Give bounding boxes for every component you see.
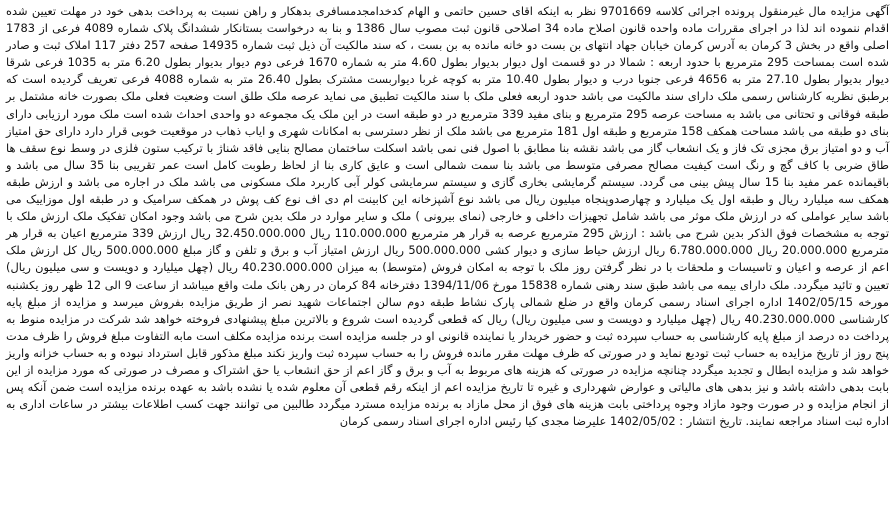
auction-notice-text: آگهی مزایده مال غیرمنقول پرونده اجرائی کلاسه 9701669 نظر به اینکه اقای حسین حاتمی و الهام کدخدامجدمسافری بدهکار و راهن نسبت به پرداخت بدهی خود در مهلت تعیین شده اقدام ننموده اند لذا در اجرای مقررات ماده واحده قانون اصلاح ماده 34 اصلاحی قانون ثبت مصوب سال 1386 و بنا به درخواست بستانکار ششدانگ پلاک شماره 4089 فرعی از 1783 اصلی واقع در بخش 3 کرمان به آدرس کرمان خیابان جهاد انتهای بن بست دو خانه مانده به بن بست ، که سند مالکیت آن ذیل ثبت شماره 14935 صفحه 257 دفتر 117 املاک ثبت و صادر شده است بمساحت 295 مترمربع با حدود اربعه : شمالا در دو قسمت اول دیوار بدیوار بطول 4.60 متر به شماره 1670 فرعی دوم دیوار بدیوار بطول 6.20 متر به 1035 فرعی شرقا دیوار بدیوار بطول 27.10 متر به 4656 فرعی جنوبا درب و دیوار بطول 10.40 متر به کوچه غربا دیواربست مشترک بطول 26.40 متر به شماره 4088 فرعی تعریف گردیده است که برطبق نظریه کارشناس رسمی ملک دارای سند مالکیت می باشد حدود اربعه فعلی ملک با سند مالکیت تطبیق می نماید عرصه ملک طلق است وضعیت فعلی ملک بصورت خانه مشتمل بر طبقه فوقانی و تحتانی می باشد به مساحت عرصه 295 مترمربع و بنای مفید 339 مترمربع در دو طبقه است در این ملک یک مجموعه دو واحدی احداث شده است ملک مورد ارزیابی دارای بنای دو طبقه می باشد مساحت همکف 158 مترمربع و طبقه اول 181 مترمربع می باشد ملک از نظر دسترسی به امکانات شهری و ایاب ذهاب در موقعیت خوبی قرار دارد دارای حق امتیاز آب و دو امتیاز برق مجزی تک فاز و یک انشعاب گاز می باشد نقشه بنا مطابق با اصول فنی نمی باشد اسکلت ساختمان مصالح بنایی فاقد شناژ با ترکیب ستون فلزی در وسط نوع سقف ها طاق ضربی با کاف گچ و رنگ است کیفیت مصالح مصرفی متوسط می باشد بنا سمت شمالی است و عایق کاری بنا از لحاظ رطوبت کامل است عمر تقریبی بنا 35 سال می باشد و باقیمانده عمر مفید بنا 15 سال پیش بینی می گردد. سیستم گرمایشی بخاری گازی و سیستم سرمایشی کولر آبی کاربرد ملک مسکونی می باشد ملک در اجاره می باشد و ارزش طبقه همکف سه میلیارد ریال و طبقه اول یک میلیارد و چهارصدوپنجاه میلیون ریال می باشد نوع آشپزخانه این کابینت ام دی اف نوع کف پوش در همکف سرامیک و در طبقه اول موزاییک می باشد سایر عواملی که در ارزش ملک موثر می باشد شامل تجهیزات داخلی و خارجی (نمای بیرونی ) ملک و سایر موارد در ملک بدین شرح می باشد وجود امکان تفکیک ملک ارزش ملک با توجه به مشخصات فوق الذکر بدین شرح می باشد : ارزش 295 مترمربع عرصه به قرار هر مترمربع 110.000.000 ریال 32.450.000.000 ریال ارزش 339 مترمربع اعیان به قرار هر مترمربع 20.000.000 ریال 6.780.000.000 ریال ارزش حیاط سازی و دیوار کشی 500.000.000 ریال ارزش امتیاز آب و برق و تلفن و گاز مبلغ 500.000.000 ریال کل ارزش ملک اعم از عرصه و اعیان و تاسیسات و ملحقات با در نظر گرفتن روز ملک با توجه به امکان فروش (متوسط) به میزان 40.230.000.000 ریال (چهل میلیارد و دویست و سی میلیون ریال) تعیین و تائید میگردد. ملک دارای بیمه می باشد طبق سند رهنی شماره 15838 مورخ 1394/11/06 دفترخانه 84 کرمان در رهن بانک ملت واقع میباشد از ساعت 9 الی 12 ظهر روز یکشنبه مورخه 1402/05/15 اداره اجرای اسناد رسمی کرمان واقع در ضلع شمالی پارک نشاط طبقه دوم سالن اجتماعات شهید نصر از طریق مزایده بفروش میرسد و مزایده از مبلغ پایه کارشناسی 40.230.000.000 ریال (چهل میلیارد و دویست و سی میلیون ریال) ریال که قطعی گردیده است شروع و بالاترین مبلغ پیشنهادی فروخته خواهد شد شرکت در مزایده منوط به پرداخت ده درصد از مبلغ پایه کارشناسی به حساب سپرده ثبت و حضور خریدار یا نماینده قانونی او در جلسه مزایده است برنده مزایده مکلف است مابه التفاوت مبلغ فروش را ظرف مدت پنج روز از تاریخ مزایده به حساب ثبت تودیع نماید و در صورتی که ظرف مهلت مقرر مانده فروش را به حساب سپرده ثبت واریز نکند مبلغ مذکور قابل استرداد نبوده و به حساب خزانه واریز خواهد شد و مزایده ابطال و تجدید میگردد چنانچه مزایده در صورتی که هزینه های مربوط به آب و برق و گاز اعم از حق انشعاب یا حق اشتراک و مصرف در صورتی که مورد مزایده از این بابت بدهی داشته باشد و نیز بدهی های مالیاتی و عوارض شهرداری و غیره تا تاریخ مزایده اعم از اینکه رقم قطعی آن معلوم شده یا نشده باشد به عهده برنده مزایده است ضمن آنکه پس از انجام مزایده و در صورت وجود مازاد وجوه پرداختی بابت هزینه های فوق از محل مازاد به برنده مزایده مسترد میگردد طالبین می توانند جهت کسب اطلاعات بیشتر در ساعات اداری به اداره ثبت اسناد مراجعه نمایند. تاریخ انتشار : 1402/05/02 علیرضا مجدی کیا رئیس اداره اجرای اسناد رسمی کرمان: [6, 4, 890, 429]
